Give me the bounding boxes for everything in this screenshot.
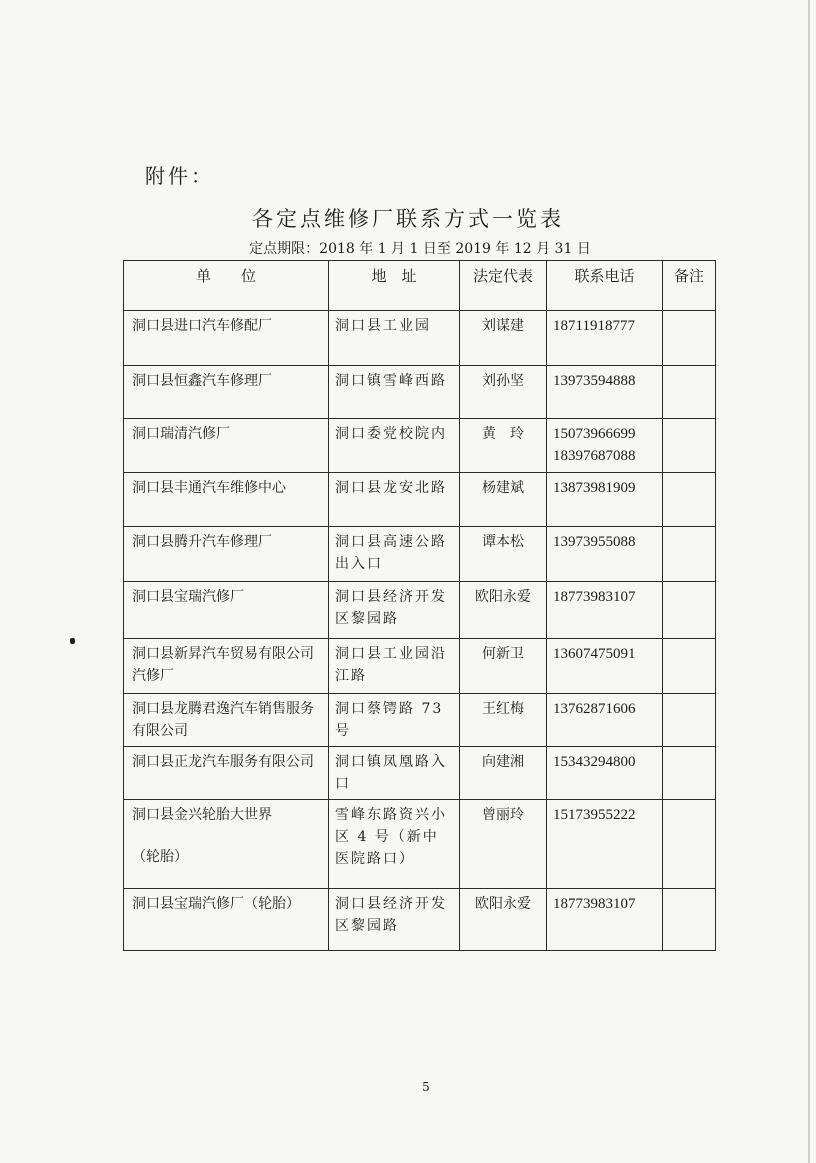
remarks-cell	[663, 889, 716, 951]
page-number: 5	[422, 1080, 430, 1094]
attachment-label: 附件：	[145, 164, 214, 188]
representative-cell: 向建湘	[460, 747, 547, 800]
phone-cell: 18773983107	[547, 582, 663, 639]
unit-cell: 洞口县腾升汽车修理厂	[124, 527, 329, 582]
unit-cell: 洞口县进口汽车修配厂	[124, 311, 329, 366]
validity-period: 定点期限：2018 年 1 月 1 日至 2019 年 12 月 31 日	[249, 241, 591, 257]
phone-cell: 18711918777	[547, 311, 663, 366]
unit-cell: 洞口县宝瑞汽修厂（轮胎）	[124, 889, 329, 951]
unit-cell: 洞口县新昇汽车贸易有限公司汽修厂	[124, 639, 329, 694]
unit-note: （轮胎）	[132, 849, 188, 865]
header-representative: 法定代表	[460, 261, 547, 311]
representative-cell: 曾丽玲	[460, 800, 547, 889]
table-row	[124, 800, 716, 889]
address-cell: 洞口镇雪峰西路	[329, 366, 460, 419]
phone-cell: 15343294800	[547, 747, 663, 800]
address-cell: 洞口县工业园沿江路	[329, 639, 460, 694]
phone-cell: 13607475091	[547, 639, 663, 694]
header-remarks: 备注	[663, 261, 716, 311]
address-cell: 洞口县龙安北路	[329, 473, 460, 527]
unit-cell: 洞口县恒鑫汽车修理厂	[124, 366, 329, 419]
address-cell: 洞口县经济开发区黎园路	[329, 582, 460, 639]
representative-cell: 刘谋建	[460, 311, 547, 366]
phone-primary: 15073966699	[553, 426, 636, 442]
table-row	[124, 889, 716, 951]
remarks-cell	[663, 800, 716, 889]
header-address: 地 址	[329, 261, 460, 311]
page-edge	[808, 0, 810, 1163]
remarks-cell	[663, 473, 716, 527]
unit-cell: 洞口县龙腾君逸汽车销售服务有限公司	[124, 694, 329, 747]
representative-cell: 欧阳永爱	[460, 582, 547, 639]
unit-cell: 洞口县丰通汽车维修中心	[124, 473, 329, 527]
remarks-cell	[663, 311, 716, 366]
remarks-cell	[663, 419, 716, 473]
remarks-cell	[663, 527, 716, 582]
table-row	[124, 419, 716, 473]
table-row	[124, 527, 716, 582]
address-cell: 洞口镇凤凰路入口	[329, 747, 460, 800]
table-row	[124, 747, 716, 800]
table-row	[124, 311, 716, 366]
table-row	[124, 366, 716, 419]
phone-cell: 15173955222	[547, 800, 663, 889]
representative-cell: 杨建斌	[460, 473, 547, 527]
table-header-row	[124, 261, 716, 311]
address-cell: 洞口县工业园	[329, 311, 460, 366]
table-row	[124, 473, 716, 527]
representative-cell: 欧阳永爱	[460, 889, 547, 951]
document-title: 各定点维修厂联系方式一览表	[252, 207, 564, 231]
phone-cell: 13973955088	[547, 527, 663, 582]
unit-cell	[124, 800, 329, 889]
table-row	[124, 582, 716, 639]
remarks-cell	[663, 366, 716, 419]
repair-shop-table	[123, 260, 716, 951]
representative-cell: 刘孙坚	[460, 366, 547, 419]
address-cell: 洞口委党校院内	[329, 419, 460, 473]
remarks-cell	[663, 694, 716, 747]
header-unit: 单 位	[124, 261, 329, 311]
address-cell: 雪峰东路资兴小区 4 号（新中医院路口）	[329, 800, 460, 889]
phone-cell: 13973594888	[547, 366, 663, 419]
remarks-cell	[663, 639, 716, 694]
table-row	[124, 639, 716, 694]
unit-cell: 洞口瑞清汽修厂	[124, 419, 329, 473]
table-row	[124, 694, 716, 747]
header-phone: 联系电话	[547, 261, 663, 311]
phone-secondary: 18397687088	[553, 448, 636, 464]
cell-spacer	[132, 826, 322, 846]
phone-cell: 13762871606	[547, 694, 663, 747]
scan-speck	[70, 638, 75, 644]
phone-cell: 13873981909	[547, 473, 663, 527]
address-cell: 洞口蔡锷路 73 号	[329, 694, 460, 747]
representative-cell: 何新卫	[460, 639, 547, 694]
representative-cell: 王红梅	[460, 694, 547, 747]
address-cell: 洞口县高速公路出入口	[329, 527, 460, 582]
remarks-cell	[663, 747, 716, 800]
address-cell: 洞口县经济开发区黎园路	[329, 889, 460, 951]
unit-cell: 洞口县宝瑞汽修厂	[124, 582, 329, 639]
representative-cell: 谭本松	[460, 527, 547, 582]
representative-cell: 黄 玲	[460, 419, 547, 473]
unit-name: 洞口县金兴轮胎大世界	[132, 807, 272, 823]
phone-cell: 18773983107	[547, 889, 663, 951]
remarks-cell	[663, 582, 716, 639]
unit-cell: 洞口县正龙汽车服务有限公司	[124, 747, 329, 800]
phone-cell	[547, 419, 663, 473]
